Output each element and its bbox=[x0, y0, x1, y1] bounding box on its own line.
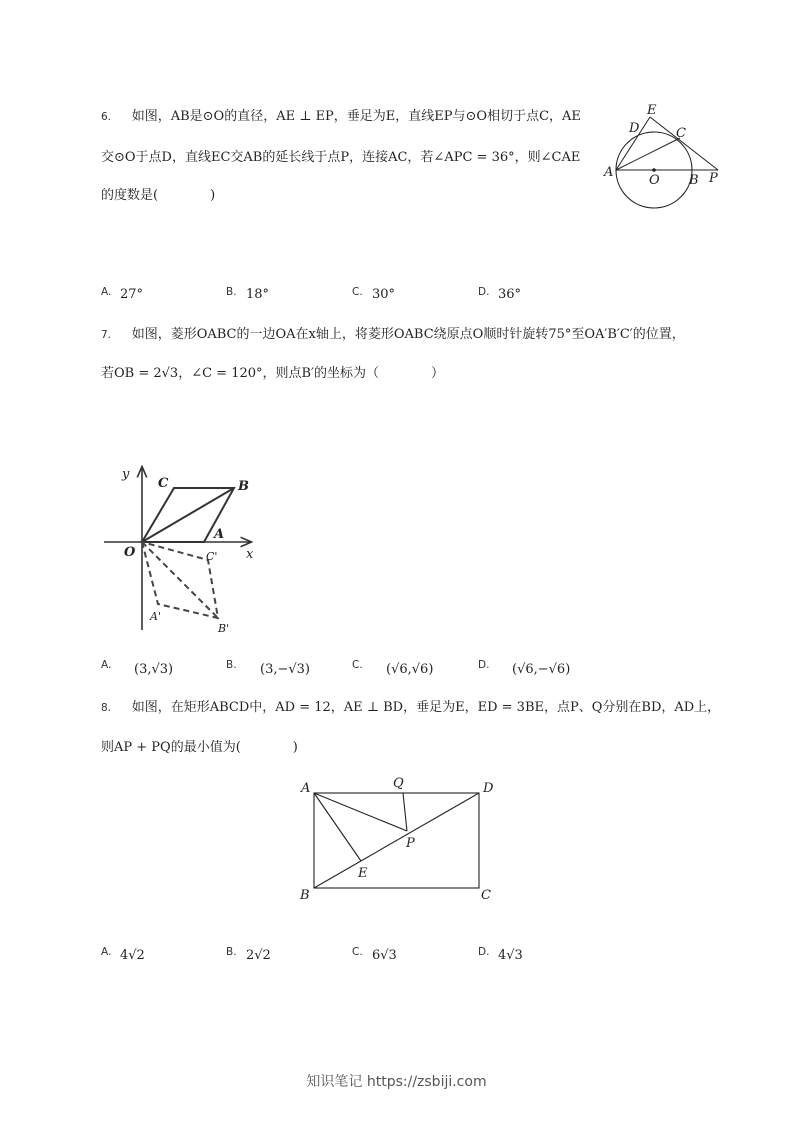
q6-opt-b-label[interactable]: B. bbox=[226, 286, 237, 298]
label-e: E bbox=[647, 103, 657, 118]
diagonal-bd bbox=[314, 793, 479, 888]
q7-opt-d-value[interactable]: (√6,−√6) bbox=[512, 662, 571, 677]
q8-opt-a-label[interactable]: A. bbox=[101, 946, 112, 958]
label-d: D bbox=[483, 781, 494, 796]
q7-opt-b-value[interactable]: (3,−√3) bbox=[260, 662, 310, 677]
label-b: B bbox=[238, 479, 249, 494]
q8-opt-d-value[interactable]: 4√3 bbox=[498, 948, 523, 963]
q6-line3: 的度数是( ) bbox=[101, 188, 216, 203]
q6-opt-c-label[interactable]: C. bbox=[352, 286, 363, 298]
q6-opt-a-label[interactable]: A. bbox=[101, 286, 112, 298]
q6-line1: 如图，AB是⊙O的直径，AE ⊥ EP，垂足为E，直线EP与⊙O相切于点C，AE bbox=[131, 109, 581, 124]
q7-opt-a-value[interactable]: (3,√3) bbox=[134, 662, 174, 677]
q7-line2: 若OB = 2√3，∠C = 120°，则点B′的坐标为（ ） bbox=[101, 366, 445, 381]
segment-pq bbox=[403, 793, 407, 831]
q8-opt-c-label[interactable]: C. bbox=[352, 946, 363, 958]
q7-opt-b-label[interactable]: B. bbox=[226, 659, 237, 671]
q6-number: 6. bbox=[101, 111, 112, 123]
q7-opt-a-label[interactable]: A. bbox=[101, 659, 112, 671]
segment-ap bbox=[314, 793, 407, 831]
label-a: A bbox=[301, 781, 311, 796]
label-e: E bbox=[358, 866, 368, 881]
q8-number: 8. bbox=[101, 702, 112, 714]
q7-number: 7. bbox=[101, 329, 112, 341]
q6-circle-figure bbox=[600, 100, 730, 210]
q7-opt-c-value[interactable]: (√6,√6) bbox=[386, 662, 434, 677]
label-b: B bbox=[689, 173, 699, 188]
label-c: C bbox=[158, 476, 169, 491]
label-q: Q bbox=[393, 776, 404, 791]
q8-line2: 则AP + PQ的最小值为( ) bbox=[101, 740, 298, 755]
label-p: P bbox=[406, 836, 415, 851]
label-b: B bbox=[300, 888, 310, 903]
label-b-prime: B' bbox=[218, 622, 230, 635]
q7-opt-d-label[interactable]: D. bbox=[478, 659, 490, 671]
label-a: A bbox=[604, 165, 614, 180]
q6-stem bbox=[101, 109, 581, 125]
q6-opt-b-value[interactable]: 18° bbox=[246, 287, 270, 302]
label-a: A bbox=[214, 527, 225, 542]
q7-line1: 如图，菱形OABC的一边OA在x轴上，将菱形OABC绕原点O顺时针旋转75°至OA′B′C′的位置， bbox=[131, 327, 685, 342]
q6-line2: 交⊙O于点D，直线EC交AB的延长线于点P，连接AC，若∠APC = 36°，则∠CAE bbox=[101, 150, 581, 165]
label-a-prime: A' bbox=[150, 610, 161, 623]
site-footer[interactable]: 知识笔记 https://zsbiji.com bbox=[306, 1074, 487, 1090]
q8-opt-b-label[interactable]: B. bbox=[226, 946, 237, 958]
q7-opt-c-label[interactable]: C. bbox=[352, 659, 363, 671]
label-o: O bbox=[124, 545, 136, 560]
q8-stem bbox=[101, 700, 720, 716]
q8-opt-c-value[interactable]: 6√3 bbox=[372, 948, 397, 963]
segment-ae bbox=[314, 793, 361, 861]
label-c-prime: C' bbox=[206, 550, 218, 563]
center-dot bbox=[652, 168, 656, 172]
q6-opt-c-value[interactable]: 30° bbox=[372, 287, 396, 302]
label-d: D bbox=[629, 121, 640, 136]
q8-line1: 如图，在矩形ABCD中，AD = 12，AE ⊥ BD，垂足为E，ED = 3BE，点P、Q分别在BD，AD上， bbox=[131, 700, 721, 715]
line-ep bbox=[650, 117, 718, 170]
q8-opt-b-value[interactable]: 2√2 bbox=[246, 948, 271, 963]
label-c: C bbox=[481, 888, 491, 903]
q8-rectangle-figure bbox=[297, 775, 507, 905]
q8-opt-d-label[interactable]: D. bbox=[478, 946, 490, 958]
label-y: y bbox=[122, 467, 130, 482]
label-p: P bbox=[709, 171, 718, 186]
q8-opt-a-value[interactable]: 4√2 bbox=[120, 948, 145, 963]
q7-rhombus-figure bbox=[100, 460, 270, 640]
line-ac bbox=[616, 138, 680, 170]
q7-stem bbox=[101, 327, 685, 343]
q6-opt-d-label[interactable]: D. bbox=[478, 286, 490, 298]
label-o: O bbox=[649, 173, 660, 188]
label-c: C bbox=[676, 126, 686, 141]
q6-opt-d-value[interactable]: 36° bbox=[498, 287, 522, 302]
label-x: x bbox=[246, 547, 254, 562]
q6-opt-a-value[interactable]: 27° bbox=[120, 287, 144, 302]
